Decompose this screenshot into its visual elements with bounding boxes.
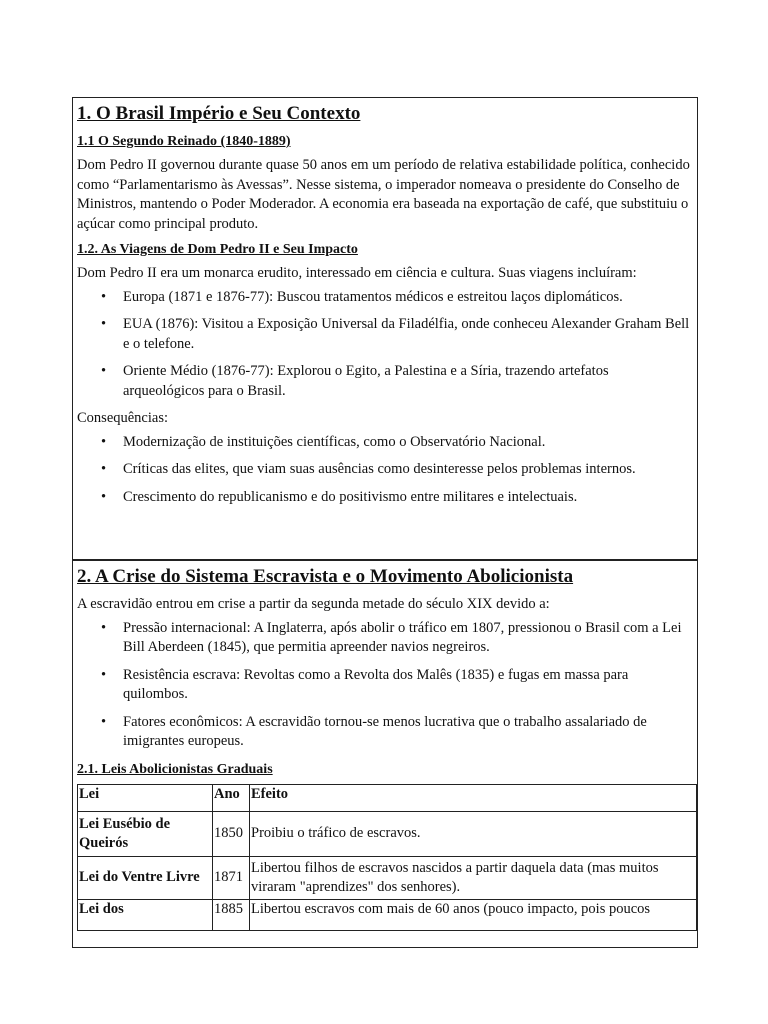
cell-law: Lei dos [78, 899, 213, 930]
list-item-text: Europa (1871 e 1876-77): Buscou tratamentos médicos e estreitou laços diplomáticos. [123, 288, 623, 305]
list-item-text: Modernização de instituições científicas, como o Observatório Nacional. [123, 433, 546, 450]
subsection-1-2-intro: Dom Pedro II era um monarca erudito, interessado em ciência e cultura. Suas viagens incluíram: [77, 265, 637, 281]
list-item [77, 488, 693, 508]
bullet-icon: • [101, 461, 107, 477]
list-item [77, 315, 693, 354]
section-2-intro: A escravidão entrou em crise a partir da segunda metade do século XIX devido a: [77, 596, 550, 612]
cell-year: 1850 [213, 811, 250, 856]
header-lei: Lei [78, 784, 213, 811]
subsection-1-1-title: 1.1 O Segundo Reinado (1840-1889) [77, 134, 291, 149]
list-item-text: Oriente Médio (1876-77): Explorou o Egito, a Palestina e a Síria, trazendo artefatos arqueológicos para o Brasil. [123, 363, 609, 399]
cell-effect: Proibiu o tráfico de escravos. [250, 811, 697, 856]
section-2-box [72, 560, 698, 948]
list-item-text: Pressão internacional: A Inglaterra, após abolir o tráfico em 1807, pressionou o Brasil com a Lei Bill Aberdeen (1845), que permitia apreender navios negreiros. [123, 619, 682, 655]
cell-law: Lei Eusébio de Queirós [78, 811, 213, 856]
section-1-box [72, 97, 698, 560]
cell-effect: Libertou filhos de escravos nascidos a partir daquela data (mas muitos viraram "aprendizes" dos senhores). [250, 856, 697, 899]
list-item-text: Crescimento do republicanismo e do positivismo entre militares e intelectuais. [123, 488, 578, 505]
subsection-1-1-paragraph: Dom Pedro II governou durante quase 50 anos em um período de relativa estabilidade política, conhecido como “Parlamentarismo às Avessas”. Nesse sistema, o imperador nomeava o presidente do Conselho de Ministros, mantendo o Poder Moderador. A economia era baseada na exportação de café, que substituiu o açúcar como principal produto. [77, 157, 690, 232]
header-efeito: Efeito [250, 784, 697, 811]
header-ano: Ano [213, 784, 250, 811]
bullet-icon: • [101, 619, 107, 636]
list-item [77, 288, 693, 308]
table-row [78, 811, 697, 856]
list-item-text: Resistência escrava: Revoltas como a Revolta dos Malês (1835) e fugas em massa para quilombos. [123, 666, 629, 702]
cell-year: 1871 [213, 856, 250, 899]
list-item [77, 619, 693, 658]
list-item-text: Fatores econômicos: A escravidão tornou-se menos lucrativa que o trabalho assalariado de imigrantes europeus. [123, 713, 647, 749]
subsection-1-2-title: 1.2. As Viagens de Dom Pedro II e Seu Impacto [77, 242, 358, 257]
list-item [77, 362, 693, 401]
cell-effect: Libertou escravos com mais de 60 anos (pouco impacto, pois poucos [250, 899, 697, 930]
bullet-icon: • [101, 433, 107, 450]
consequences-label: Consequências: [77, 410, 169, 426]
bullet-icon: • [101, 713, 107, 730]
list-item [77, 433, 693, 453]
section-2-title: 2. A Crise do Sistema Escravista e o Movimento Abolicionista [77, 566, 574, 587]
bullet-icon: • [101, 666, 107, 683]
list-item [77, 713, 693, 752]
cell-year: 1885 [213, 899, 250, 930]
abolition-laws-table [77, 784, 697, 931]
bullet-icon: • [101, 488, 107, 505]
bullet-icon: • [101, 316, 107, 332]
cell-law: Lei do Ventre Livre [78, 856, 213, 899]
list-item [77, 460, 693, 480]
table-row [78, 856, 697, 899]
subsection-2-1-title: 2.1. Leis Abolicionistas Graduais [77, 761, 273, 777]
list-item-text: Críticas das elites, que viam suas ausências como desinteresse pelos problemas internos. [123, 461, 636, 477]
bullet-icon: • [101, 363, 107, 379]
list-item [77, 666, 693, 705]
table-header-row [78, 784, 697, 811]
causes-list [77, 619, 693, 752]
list-item-text: EUA (1876): Visitou a Exposição Universal da Filadélfia, onde conheceu Alexander Graham Bell e o telefone. [123, 316, 690, 352]
table-row [78, 899, 697, 930]
consequences-list [77, 433, 693, 508]
section-1-title: 1. O Brasil Império e Seu Contexto [77, 103, 361, 124]
bullet-icon: • [101, 288, 107, 305]
trips-list [77, 288, 693, 402]
